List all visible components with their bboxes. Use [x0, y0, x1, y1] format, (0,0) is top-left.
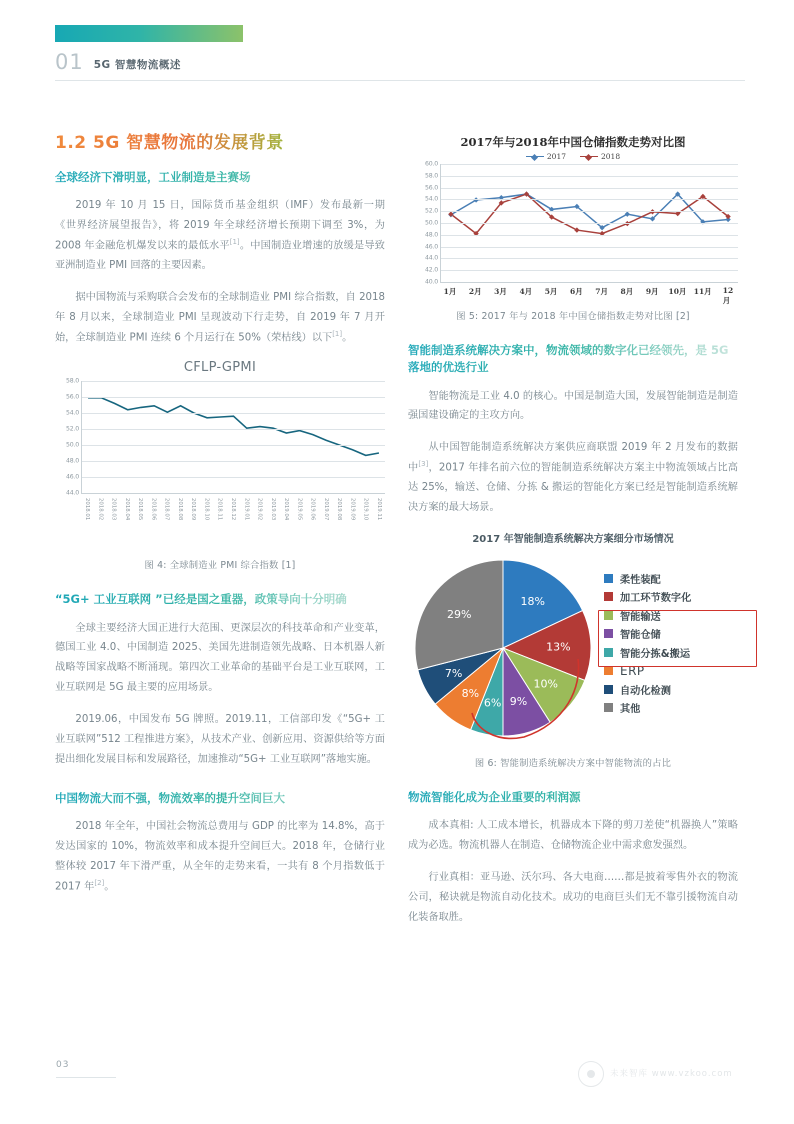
- x-tick-label: 7月: [595, 287, 608, 296]
- legend-line-icon: [526, 156, 544, 157]
- paragraph-pmi-index: [55, 288, 385, 348]
- paragraph-alliance-data: [408, 438, 738, 518]
- legend-item-2018: [580, 152, 620, 161]
- plot-canvas: [440, 164, 738, 282]
- y-tick-label: 52.0: [66, 425, 79, 433]
- y-axis-labels: [408, 160, 440, 286]
- footnote-ref: [3]: [418, 460, 429, 469]
- watermark-text: 未来智库 www.vzkoo.com: [610, 1069, 733, 1079]
- plot-canvas: [81, 381, 385, 493]
- paragraph-industry-truth: 行业真相：亚马逊、沃尔玛、各大电商……都是披着零售外衣的物流公司，秘诀就是物流自动化技术。成功的电商巨头们无不靠引援物流自动化装备取胜。: [408, 872, 738, 924]
- gridline: [441, 223, 738, 224]
- pie-legend-item: [604, 680, 691, 699]
- paragraph-logistics-cost: [55, 817, 385, 897]
- y-tick-label: 54.0: [425, 195, 438, 203]
- x-tick-label: 2018.10: [203, 498, 210, 521]
- figure-6-caption: 图 6: 智能制造系统解决方案中智能物流的占比: [474, 758, 672, 770]
- header-chapter-number: 01: [55, 50, 84, 74]
- paragraph-text-end: 。: [342, 332, 353, 344]
- x-tick-label: 2019.05: [296, 498, 303, 521]
- paragraph-5g-license: 2019.06，中国发布 5G 牌照。2019.11，工信部印发《“5G+ 工业互联网”512 工程推进方案》，从技术产业、创新应用、资源供给等方面提出细化发展目标和发展路径，加速推动“5G+ 工业互联网”落地实施。: [55, 714, 385, 765]
- y-tick-label: 40.0: [425, 278, 438, 286]
- highlight-box: [598, 610, 757, 667]
- gridline: [441, 235, 738, 236]
- paragraph-text: 2018 年全年，中国社会物流总费用与 GDP 的比率为 14.8%，高于发达国家的 10%，物流效率和成本提升空间巨大。2018 年，仓储行业整体较 2017 年下滑严重，从全年的走势来看，一共有 8 个月指数低于 2017 年: [55, 821, 385, 893]
- y-tick-label: 46.0: [425, 243, 438, 251]
- y-tick-label: 56.0: [425, 184, 438, 192]
- x-tick-label: 8月: [620, 287, 634, 296]
- x-tick-label: 2018.11: [216, 498, 223, 521]
- x-tick-label: 2019.10: [362, 498, 369, 521]
- x-tick-label: 2019.09: [349, 498, 356, 521]
- pie-legend-item: [604, 569, 691, 588]
- y-tick-label: 44.0: [66, 489, 79, 497]
- paragraph-text-end: 。: [104, 881, 115, 893]
- x-tick-label: 6月: [570, 287, 583, 296]
- figure-4-caption: 图 4: 全球制造业 PMI 综合指数 [1]: [144, 560, 296, 572]
- y-axis-labels: [55, 377, 81, 497]
- data-point: [574, 227, 579, 232]
- gridline: [441, 247, 738, 248]
- x-tick-label: 2018.02: [97, 498, 104, 521]
- legend-line-icon: [580, 156, 598, 157]
- legend-label: 自动化检测: [620, 685, 671, 697]
- header-chapter-title: 5G 智慧物流概述: [93, 59, 181, 71]
- legend-swatch-icon: [604, 574, 613, 583]
- legend-swatch-icon: [604, 666, 613, 675]
- paragraph-tech-revolution: 全球主要经济大国正进行大范围、更深层次的科技革命和产业变革，德国工业 4.0、中国制造 2025、美国先进制造领先战略、日本机器人新战略等国家战略不断涌现。第四次工业革命的基础平台是工业互联网，工业互联网是 5G 最主要的应用场景。: [55, 622, 385, 694]
- right-column: [408, 128, 738, 940]
- y-tick-label: 56.0: [66, 393, 79, 401]
- subheading-profit-source: 物流智能化成为企业重要的利润源: [408, 789, 738, 806]
- footer-divider: [56, 1077, 116, 1078]
- x-tick-label: 1月: [443, 287, 457, 296]
- x-tick-label: 2019.07: [322, 498, 329, 521]
- paragraph-text: 从中国智能制造系统解决方案供应商联盟 2019 年 2 月发布的数据中: [408, 442, 738, 474]
- legend-item-2017: [526, 152, 566, 161]
- y-tick-label: 42.0: [425, 266, 438, 274]
- y-tick-label: 48.0: [425, 231, 438, 239]
- subheading-global-economy: 全球经济下滑明显，工业制造是主赛场: [55, 169, 385, 186]
- x-tick-label: 2019.08: [336, 498, 343, 521]
- gridline: [441, 258, 738, 259]
- x-tick-label: 2018.07: [163, 498, 170, 521]
- section-title: 1.2 5G 智慧物流的发展背景: [55, 128, 385, 153]
- header-title-row: [55, 52, 745, 81]
- gridline: [82, 413, 385, 414]
- subheading-5g-industrial-internet: “5G+ 工业互联网 ”已经是国之重器，政策导向十分明确: [55, 591, 385, 608]
- legend-label: ERP: [620, 663, 645, 678]
- legend-swatch-icon: [604, 592, 613, 601]
- paragraph-text: 据中国物流与采购联合会发布的全球制造业 PMI 综合指数，自 2018 年 8 月以来，全球制造业 PMI 呈现波动下行走势，自 2019 年 7 月开始，全球制造业 PMI 连续 6 个月运行在 50%（荣枯线）以下: [55, 292, 385, 344]
- gridline: [82, 429, 385, 430]
- legend-label: 智能仓储: [620, 630, 661, 642]
- y-tick-label: 50.0: [66, 441, 79, 449]
- x-tick-label: 2019.11: [376, 498, 382, 521]
- paragraph-imf-report: [55, 196, 385, 276]
- pie-value-label: 7%: [444, 667, 463, 681]
- y-tick-label: 54.0: [66, 409, 79, 417]
- chart-warehouse-index: [408, 134, 738, 305]
- paragraph-text: 2019 年 10 月 15 日，国际货币基金组织（IMF）发布最新一期《世界经济展望报告》，将 2019 年全球经济增长预期下调至 3%，为 2008 年金融危机爆发以来的最低水平: [55, 200, 385, 252]
- y-tick-label: 60.0: [425, 160, 438, 168]
- x-tick-label: 3月: [494, 287, 507, 296]
- x-tick-label: 2019.04: [283, 498, 290, 521]
- figure-5-caption: 图 5: 2017 年与 2018 年中国仓储指数走势对比图 [2]: [456, 311, 690, 322]
- legend-label: 2017: [546, 152, 566, 161]
- gridline: [82, 445, 385, 446]
- footnote-ref: [1]: [332, 329, 343, 338]
- chart-cflp-gpmi: [55, 360, 385, 551]
- gridline: [82, 461, 385, 462]
- x-tick-label: 2019.01: [243, 498, 250, 521]
- x-tick-label: 9月: [645, 287, 659, 296]
- chart-pie-market-share: [408, 530, 738, 741]
- x-tick-label: 2018.06: [150, 498, 157, 521]
- page-number: 03: [56, 1060, 70, 1070]
- legend-label: 智能分拣&搬运: [620, 648, 691, 660]
- gridline: [82, 397, 385, 398]
- gridline: [441, 188, 738, 189]
- y-tick-label: 58.0: [425, 172, 438, 180]
- subheading-smart-manufacturing: 智能制造系统解决方案中，物流领域的数字化已经领先，是 5G 落地的优选行业: [408, 342, 738, 377]
- gridline: [441, 176, 738, 177]
- chart-legend: [408, 152, 738, 161]
- pie-legend-item: [604, 588, 691, 607]
- legend-label: 柔性装配: [620, 574, 661, 586]
- y-tick-label: 50.0: [425, 219, 438, 227]
- x-tick-label: 12月: [722, 286, 734, 305]
- gridline: [82, 381, 385, 382]
- page-header: [55, 25, 755, 81]
- left-column: [55, 128, 385, 909]
- y-tick-label: 48.0: [66, 457, 79, 465]
- pie-value-label: 8%: [461, 687, 480, 701]
- footnote-ref: [1]: [229, 238, 240, 247]
- legend-label: 2018: [601, 152, 621, 161]
- gridline: [441, 270, 738, 271]
- pie-chart-area: [408, 553, 738, 741]
- x-tick-label: 2018.09: [190, 498, 197, 521]
- subheading-logistics-efficiency: 中国物流大而不强，物流效率的提升空间巨大: [55, 790, 385, 807]
- legend-label: 其他: [620, 704, 641, 716]
- pie-value-label: 29%: [446, 608, 472, 622]
- header-gradient-bar: [55, 25, 243, 42]
- paragraph-industry40-core: 智能物流是工业 4.0 的核心。中国是制造大国，发展智能制造是制造强国建设确定的主攻方向。: [408, 390, 738, 422]
- pie-value-label: 13%: [546, 640, 571, 654]
- x-tick-label: 2018.01: [84, 498, 90, 521]
- y-tick-label: 58.0: [66, 377, 79, 385]
- pie-legend-item: [604, 699, 691, 718]
- x-tick-label: 5月: [544, 287, 558, 296]
- paragraph-text-end: ，2017 年排名前六位的智能制造系统解决方案主中物流领域占比高达 25%，输送、仓储、分拣 & 搬运的智能化方案已经是智能制造系统解决方案的最大场景。: [408, 462, 738, 514]
- y-tick-label: 46.0: [66, 473, 79, 481]
- x-tick-label: 2019.06: [309, 498, 316, 521]
- chart-plot-area: [55, 377, 385, 497]
- x-tick-label: 2018.03: [110, 498, 117, 521]
- watermark: [576, 1055, 736, 1093]
- legend-swatch-icon: [604, 703, 613, 712]
- x-tick-label: 2018.12: [230, 498, 236, 521]
- gridline: [82, 477, 385, 478]
- data-point: [625, 211, 630, 216]
- chart-title: CFLP-GPMI: [183, 360, 257, 376]
- x-tick-label: 2019.03: [269, 498, 276, 521]
- legend-swatch-icon: [604, 685, 613, 694]
- paragraph-cost-truth: 成本真相: 人工成本增长，机器成本下降的剪刀差使“机器换人”策略成为必选。物流机器人在制造、仓储物流企业中需求愈发强烈。: [408, 820, 738, 852]
- x-tick-label: 2018.05: [137, 498, 144, 521]
- y-tick-label: 52.0: [425, 207, 438, 215]
- x-tick-label: 2019.02: [256, 498, 263, 521]
- x-tick-label: 4月: [519, 287, 533, 296]
- chart-title: 2017 年智能制造系统解决方案细分市场情况: [472, 534, 674, 546]
- pie-value-label: 9%: [509, 695, 528, 709]
- x-axis-labels: [440, 282, 738, 305]
- gridline: [441, 211, 738, 212]
- y-tick-label: 44.0: [425, 254, 438, 262]
- paragraph-text-end: 。中国制造业增速的放缓是导致亚洲制造业 PMI 回落的主要因素。: [55, 240, 385, 272]
- pie-svg: [410, 555, 596, 741]
- chart-title: 2017年与2018年中国仓储指数走势对比图: [460, 135, 686, 149]
- chart-plot-area: [408, 160, 738, 286]
- gridline: [441, 199, 738, 200]
- footnote-ref: [2]: [94, 878, 105, 887]
- x-axis-labels: [81, 493, 385, 551]
- legend-label: 加工环节数字化: [620, 593, 692, 605]
- gridline: [441, 164, 738, 165]
- x-tick-label: 2月: [468, 287, 482, 296]
- pie-value-label: 18%: [520, 595, 545, 609]
- watermark-dot-icon: [587, 1070, 595, 1078]
- pie-value-label: 6%: [483, 696, 502, 710]
- x-tick-label: 2018.08: [176, 498, 183, 521]
- legend-label: 智能输送: [620, 611, 661, 623]
- x-tick-label: 10月: [668, 287, 687, 296]
- x-tick-label: 2018.04: [123, 498, 130, 521]
- pie-value-label: 10%: [533, 677, 558, 691]
- x-tick-label: 11月: [693, 287, 712, 296]
